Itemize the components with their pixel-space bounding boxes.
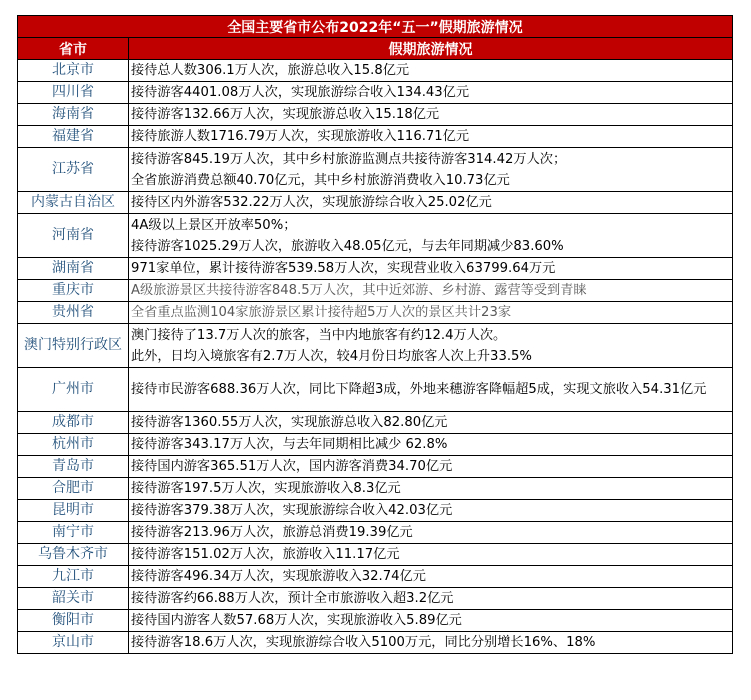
row-province: 青岛市: [18, 456, 129, 478]
row-province: 衡阳市: [18, 610, 129, 632]
row-info-line: 接待游客197.5万人次，实现旅游收入8.3亿元: [131, 481, 401, 496]
row-info: [129, 566, 733, 588]
row-province: 韶关市: [18, 588, 129, 610]
tourism-table-container: [17, 15, 732, 654]
header-info: 假期旅游情况: [129, 38, 733, 60]
header-province: 省市: [18, 38, 129, 60]
row-info: [129, 478, 733, 500]
row-info-line: 接待旅游人数1716.79万人次，实现旅游收入116.71亿元: [131, 129, 470, 144]
table-row: [18, 148, 733, 192]
table-row: [18, 192, 733, 214]
row-info-line: 接待区内外游客532.22万人次，实现旅游综合收入25.02亿元: [131, 195, 492, 210]
row-province: 昆明市: [18, 500, 129, 522]
table-row: [18, 302, 733, 324]
table-row: [18, 82, 733, 104]
row-info: [129, 368, 733, 412]
row-province: 贵州省: [18, 302, 129, 324]
row-province: 湖南省: [18, 258, 129, 280]
row-info: [129, 258, 733, 280]
row-province: 乌鲁木齐市: [18, 544, 129, 566]
row-province: 南宁市: [18, 522, 129, 544]
row-info: [129, 544, 733, 566]
row-info: [129, 522, 733, 544]
row-info-line: 接待国内游客人数57.68万人次，实现旅游收入5.89亿元: [131, 613, 462, 628]
table-row: [18, 434, 733, 456]
row-info-line: 接待游客4401.08万人次，实现旅游综合收入134.43亿元: [131, 85, 470, 100]
row-province: 成都市: [18, 412, 129, 434]
table-row: [18, 544, 733, 566]
table-title: 全国主要省市公布2022年“五一”假期旅游情况: [18, 16, 733, 38]
row-province: 广州市: [18, 368, 129, 412]
row-info-line: 接待游客1360.55万人次，实现旅游总收入82.80亿元: [131, 415, 448, 430]
row-info: [129, 148, 733, 192]
row-province: 九江市: [18, 566, 129, 588]
table-row: [18, 632, 733, 654]
table-row: [18, 522, 733, 544]
table-row: [18, 324, 733, 368]
row-province: 福建省: [18, 126, 129, 148]
table-row: [18, 280, 733, 302]
row-info: [129, 104, 733, 126]
row-info-line: 接待游客496.34万人次，实现旅游收入32.74亿元: [131, 569, 426, 584]
table-row: [18, 478, 733, 500]
table-row: [18, 104, 733, 126]
row-province: 杭州市: [18, 434, 129, 456]
row-province: 澳门特别行政区: [18, 324, 129, 368]
row-info-line: 接待游客18.6万人次，实现旅游综合收入5100万元，同比分别增长16%、18%: [131, 635, 596, 650]
row-province: 河南省: [18, 214, 129, 258]
row-info-line: 接待国内游客365.51万人次，国内游客消费34.70亿元: [131, 459, 453, 474]
row-info: [129, 302, 733, 324]
row-info-line: 接待游客1025.29万人次，旅游收入48.05亿元，与去年同期减少83.60%: [131, 238, 564, 254]
row-info: [129, 434, 733, 456]
row-info: [129, 82, 733, 104]
row-province: 江苏省: [18, 148, 129, 192]
row-info: [129, 60, 733, 82]
table-body: [18, 60, 733, 654]
row-province: 海南省: [18, 104, 129, 126]
row-info: [129, 456, 733, 478]
table-row: [18, 60, 733, 82]
row-info: [129, 280, 733, 302]
row-info-line: 971家单位，累计接待游客539.58万人次，实现营业收入63799.64万元: [131, 261, 556, 276]
table-row: [18, 258, 733, 280]
table-row: [18, 500, 733, 522]
row-info-line: 此外，日均入境旅客有2.7万人次，较4月份日均旅客人次上升33.5%: [131, 348, 532, 364]
table-row: [18, 126, 733, 148]
row-info-line: 4A级以上景区开放率50%；: [131, 217, 297, 233]
row-province: 四川省: [18, 82, 129, 104]
row-info-line: 接待游客845.19万人次，其中乡村旅游监测点共接待游客314.42万人次；: [131, 151, 567, 167]
row-province: 内蒙古自治区: [18, 192, 129, 214]
row-info: [129, 126, 733, 148]
row-info: [129, 412, 733, 434]
row-info-line: 接待游客132.66万人次，实现旅游总收入15.18亿元: [131, 107, 440, 122]
row-info-line: 接待游客约66.88万人次，预计全市旅游收入超3.2亿元: [131, 591, 454, 606]
row-province: 京山市: [18, 632, 129, 654]
row-info-line: 接待游客379.38万人次，实现旅游综合收入42.03亿元: [131, 503, 453, 518]
row-info-line: 接待市民游客688.36万人次，同比下降超3成，外地来穗游客降幅超5成，实现文旅收入54.31亿元: [131, 382, 707, 397]
row-info-line: 澳门接待了13.7万人次的旅客，当中内地旅客有约12.4万人次。: [131, 327, 507, 343]
row-info-line: 接待游客343.17万人次，与去年同期相比减少 62.8%: [131, 437, 448, 452]
table-row: [18, 412, 733, 434]
row-info-line: 接待总人数306.1万人次，旅游总收入15.8亿元: [131, 63, 410, 78]
row-info-line: 接待游客213.96万人次，旅游总消费19.39亿元: [131, 525, 413, 540]
row-info: [129, 588, 733, 610]
row-info: [129, 500, 733, 522]
row-info: [129, 632, 733, 654]
row-info: [129, 610, 733, 632]
row-province: 重庆市: [18, 280, 129, 302]
table-row: [18, 610, 733, 632]
row-info: [129, 324, 733, 368]
table-row: [18, 566, 733, 588]
table-row: [18, 214, 733, 258]
table-row: [18, 368, 733, 412]
table-row: [18, 456, 733, 478]
row-info-line: 全省旅游消费总额40.70亿元，其中乡村旅游消费收入10.73亿元: [131, 172, 510, 188]
row-info: [129, 192, 733, 214]
row-info-line: 接待游客151.02万人次，旅游收入11.17亿元: [131, 547, 400, 562]
row-province: 北京市: [18, 60, 129, 82]
row-info: [129, 214, 733, 258]
row-province: 合肥市: [18, 478, 129, 500]
tourism-table: [17, 15, 733, 654]
row-info-line: 全省重点监测104家旅游景区累计接待超5万人次的景区共计23家: [131, 305, 512, 320]
row-info-line: A级旅游景区共接待游客848.5万人次，其中近郊游、乡村游、露营等受到青睐: [131, 283, 587, 298]
table-row: [18, 588, 733, 610]
